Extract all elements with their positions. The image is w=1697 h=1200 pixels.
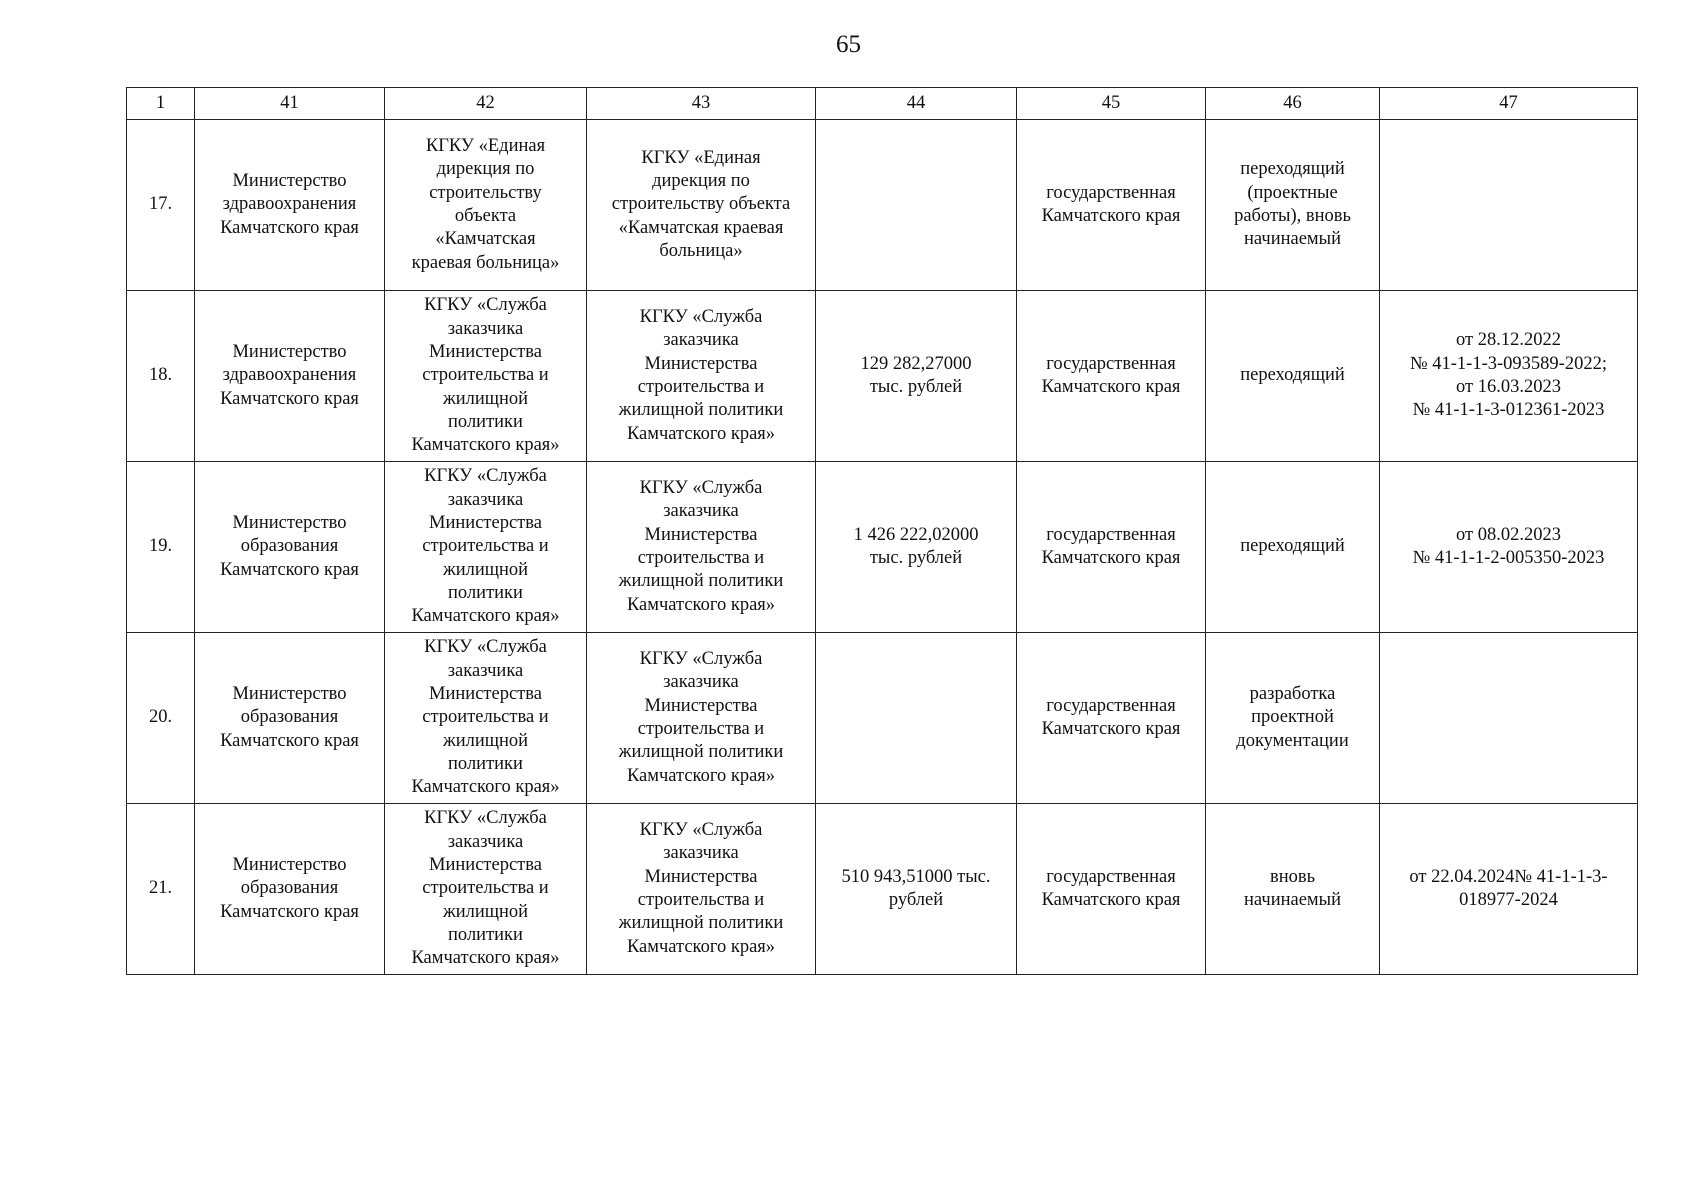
header-cell-46: 46 [1206, 88, 1380, 120]
cost-cell: 1 426 222,02000 тыс. рублей [816, 462, 1017, 633]
developer-cell: КГКУ «Единая дирекция по строительству объекта «Камчатская краевая больница» [587, 120, 816, 291]
row-number-cell: 21. [127, 804, 195, 975]
table-row [127, 633, 1638, 804]
cost-cell [816, 633, 1017, 804]
developer-cell: КГКУ «Служба заказчика Министерства строительства и жилищной политики Камчатского края» [587, 633, 816, 804]
row-number-cell: 19. [127, 462, 195, 633]
header-cell-1: 1 [127, 88, 195, 120]
page-number: 65 [836, 31, 861, 58]
ownership-cell: государственная Камчатского края [1017, 120, 1206, 291]
expertise-cell: от 22.04.2024№ 41-1-1-3- 018977-2024 [1380, 804, 1638, 975]
status-cell: вновь начинаемый [1206, 804, 1380, 975]
ownership-cell: государственная Камчатского края [1017, 633, 1206, 804]
header-cell-45: 45 [1017, 88, 1206, 120]
ministry-cell: Министерство здравоохранения Камчатского края [195, 120, 385, 291]
header-cell-47: 47 [1380, 88, 1638, 120]
expertise-cell: от 28.12.2022 № 41-1-1-3-093589-2022; от 16.03.2023 № 41-1-1-3-012361-2023 [1380, 291, 1638, 462]
table-row [127, 462, 1638, 633]
cost-cell [816, 120, 1017, 291]
header-cell-43: 43 [587, 88, 816, 120]
header-cell-44: 44 [816, 88, 1017, 120]
status-cell: переходящий (проектные работы), вновь начинаемый [1206, 120, 1380, 291]
header-row [127, 88, 1638, 120]
status-cell: переходящий [1206, 462, 1380, 633]
header-cell-41: 41 [195, 88, 385, 120]
ownership-cell: государственная Камчатского края [1017, 804, 1206, 975]
row-number-cell: 17. [127, 120, 195, 291]
header-cell-42: 42 [385, 88, 587, 120]
status-cell: переходящий [1206, 291, 1380, 462]
developer-cell: КГКУ «Служба заказчика Министерства строительства и жилищной политики Камчатского края» [587, 804, 816, 975]
objects-table [126, 87, 1638, 975]
table-body [127, 88, 1638, 975]
table-row [127, 291, 1638, 462]
ownership-cell: государственная Камчатского края [1017, 462, 1206, 633]
row-number-cell: 18. [127, 291, 195, 462]
cost-cell: 510 943,51000 тыс. рублей [816, 804, 1017, 975]
expertise-cell: от 08.02.2023 № 41-1-1-2-005350-2023 [1380, 462, 1638, 633]
row-number-cell: 20. [127, 633, 195, 804]
developer-cell: КГКУ «Служба заказчика Министерства строительства и жилищной политики Камчатского края» [587, 462, 816, 633]
ministry-cell: Министерство образования Камчатского края [195, 462, 385, 633]
table-row [127, 804, 1638, 975]
client-cell: КГКУ «Служба заказчика Министерства строительства и жилищной политики Камчатского края» [385, 633, 587, 804]
developer-cell: КГКУ «Служба заказчика Министерства строительства и жилищной политики Камчатского края» [587, 291, 816, 462]
client-cell: КГКУ «Единая дирекция по строительству объекта «Камчатская краевая больница» [385, 120, 587, 291]
expertise-cell [1380, 120, 1638, 291]
status-cell: разработка проектной документации [1206, 633, 1380, 804]
client-cell: КГКУ «Служба заказчика Министерства строительства и жилищной политики Камчатского края» [385, 462, 587, 633]
table-row [127, 120, 1638, 291]
client-cell: КГКУ «Служба заказчика Министерства строительства и жилищной политики Камчатского края» [385, 291, 587, 462]
ministry-cell: Министерство образования Камчатского края [195, 804, 385, 975]
ministry-cell: Министерство образования Камчатского края [195, 633, 385, 804]
expertise-cell [1380, 633, 1638, 804]
cost-cell: 129 282,27000 тыс. рублей [816, 291, 1017, 462]
ownership-cell: государственная Камчатского края [1017, 291, 1206, 462]
ministry-cell: Министерство здравоохранения Камчатского края [195, 291, 385, 462]
client-cell: КГКУ «Служба заказчика Министерства строительства и жилищной политики Камчатского края» [385, 804, 587, 975]
